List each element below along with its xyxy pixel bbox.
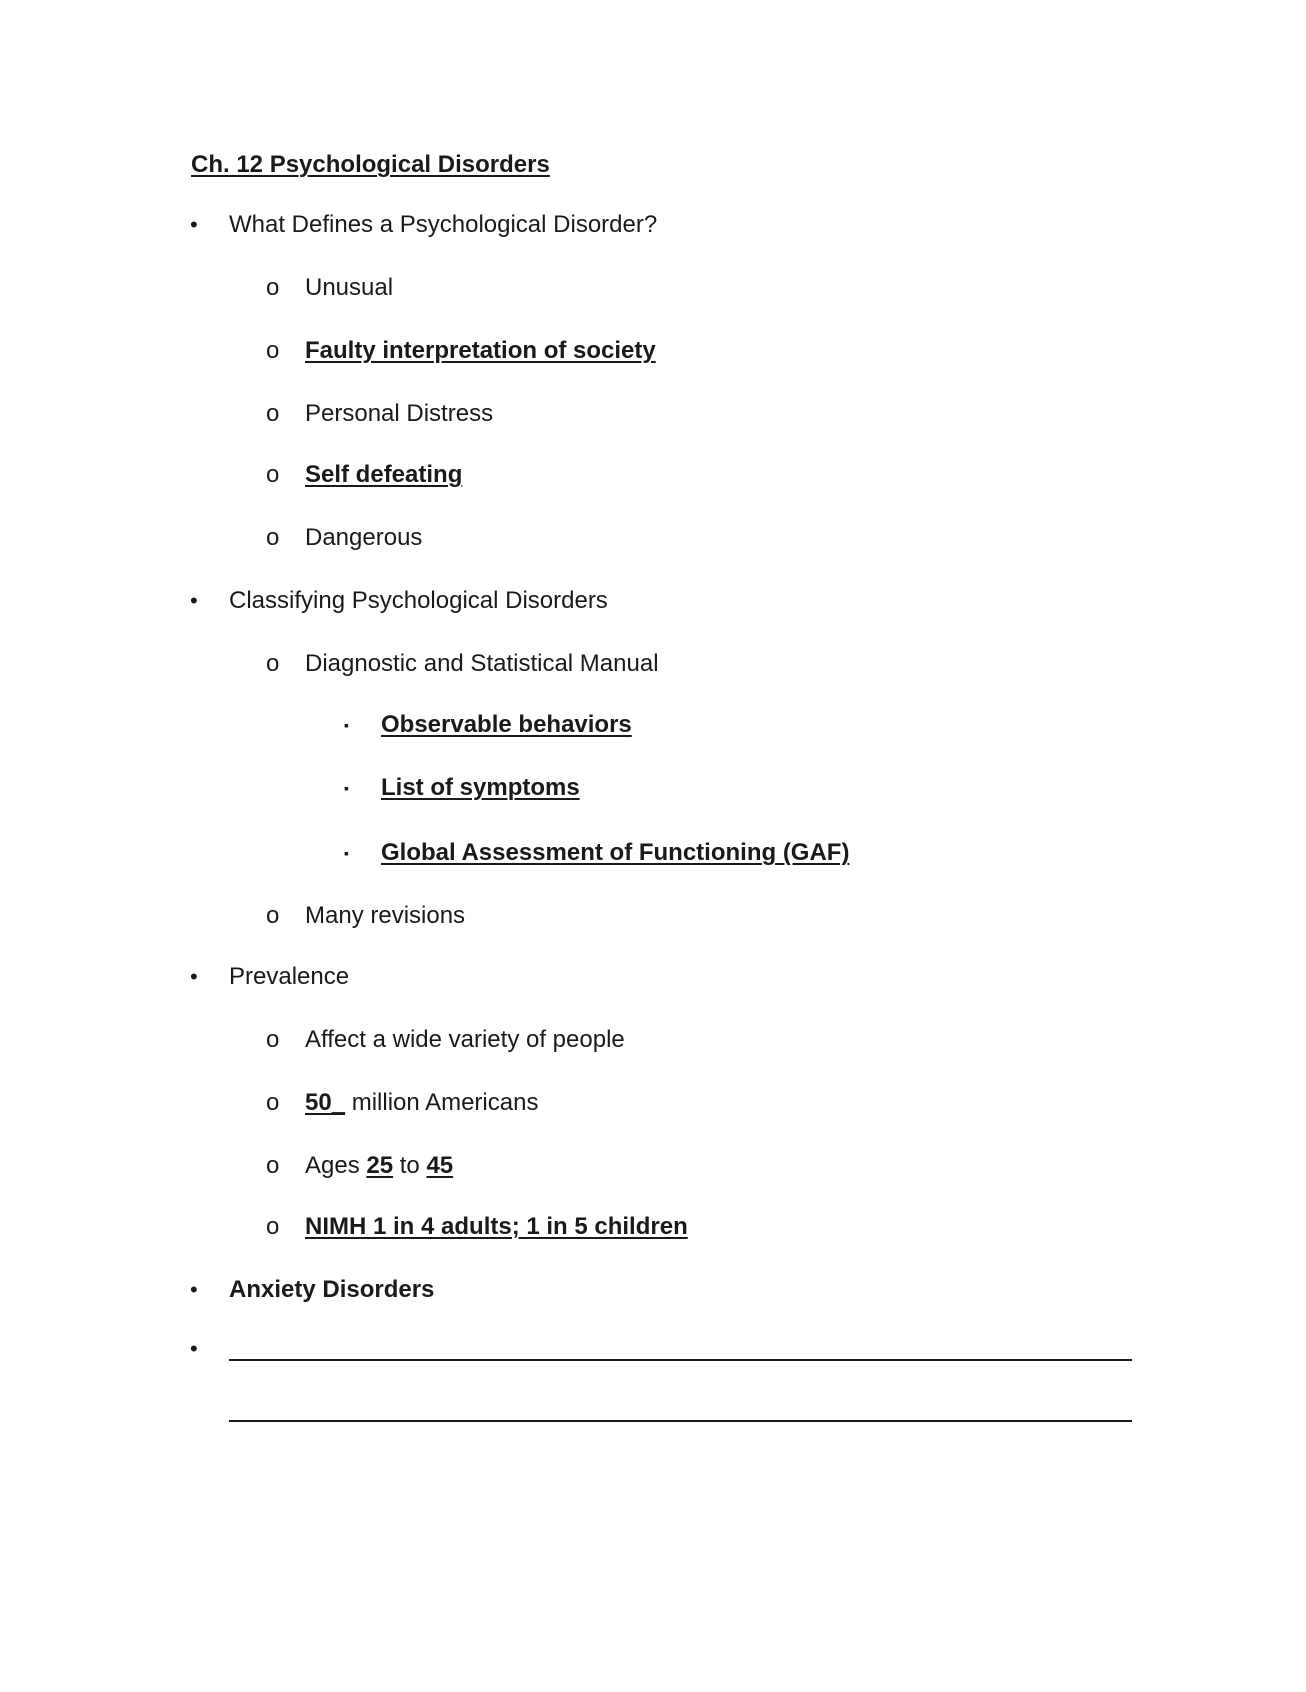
list-item [305,1088,538,1118]
bullet-marker: • [190,964,198,989]
section-heading-anxiety: Anxiety Disorders [229,1276,435,1303]
list-item: Personal Distress [305,400,494,427]
sub-marker: o [266,1089,280,1116]
bullet-marker: • [190,588,198,613]
square-marker: ▪ [344,845,349,861]
bullet-marker: • [190,212,198,237]
list-item [305,1151,453,1181]
list-item: Dangerous [305,524,423,551]
page-title: Ch. 12 Psychological Disorders [191,151,550,178]
list-item: Affect a wide variety of people [305,1026,625,1053]
list-item: Many revisions [305,902,466,929]
section-heading-prevalence: Prevalence [229,963,350,990]
ages-mid: to [393,1152,427,1179]
bullet-marker: • [190,1336,198,1361]
ages-to: 45 [426,1152,454,1179]
list-item: Faulty interpretation of society [305,337,656,364]
section-heading-defines: What Defines a Psychological Disorder? [229,211,658,238]
list-item: Diagnostic and Statistical Manual [305,650,659,677]
square-marker: ▪ [344,717,349,733]
bullet-marker: • [190,1277,198,1302]
sub-marker: o [266,902,280,929]
list-item: Self defeating [305,461,463,488]
section-heading-classifying: Classifying Psychological Disorders [229,587,608,614]
millions-text: million Americans [345,1089,539,1116]
list-item: NIMH 1 in 4 adults; 1 in 5 children [305,1213,688,1240]
sub-marker: o [266,337,280,364]
sub-marker: o [266,1026,280,1053]
blank-answer-line [229,1359,1132,1361]
list-item: Global Assessment of Functioning (GAF) [381,839,850,866]
square-marker: ▪ [344,780,349,796]
sub-marker: o [266,1152,280,1179]
ages-from: 25 [366,1152,394,1179]
blank-answer-line [229,1420,1132,1422]
sub-marker: o [266,524,280,551]
sub-marker: o [266,400,280,427]
list-item: Observable behaviors [381,711,632,738]
list-item: List of symptoms [381,774,580,801]
sub-marker: o [266,274,280,301]
millions-value: 50_ [305,1089,346,1116]
list-item: Unusual [305,274,394,301]
ages-prefix: Ages [305,1152,367,1179]
sub-marker: o [266,650,280,677]
sub-marker: o [266,1213,280,1240]
sub-marker: o [266,461,280,488]
